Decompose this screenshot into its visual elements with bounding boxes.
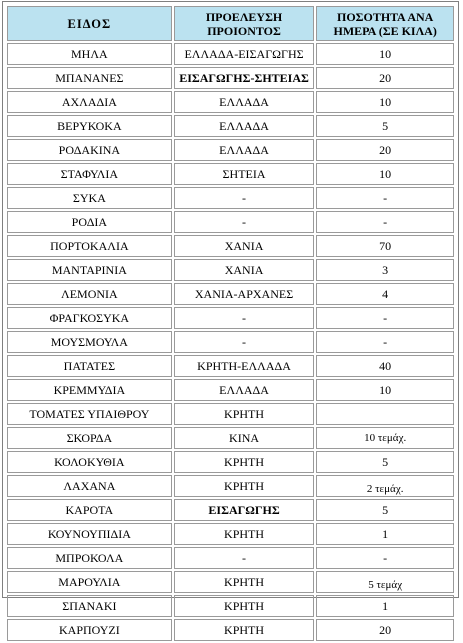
cell-quantity: 20 xyxy=(316,619,454,641)
cell-quantity: - xyxy=(316,331,454,353)
cell-name: ΚΡΕΜΜΥΔΙΑ xyxy=(7,379,172,401)
header-name: ΕΙΔΟΣ xyxy=(7,6,172,41)
cell-name: ΚΑΡΟΤΑ xyxy=(7,499,172,521)
cell-name: ΜΑΡΟΥΛΙΑ xyxy=(7,571,172,593)
cell-name: ΒΕΡΥΚΟΚΑ xyxy=(7,115,172,137)
cell-quantity: - xyxy=(316,307,454,329)
cell-name: ΠΟΡΤΟΚΑΛΙΑ xyxy=(7,235,172,257)
cell-quantity: 4 xyxy=(316,283,454,305)
table-row xyxy=(7,571,454,593)
cell-quantity: 40 xyxy=(316,355,454,377)
cell-origin: - xyxy=(174,331,315,353)
table-row xyxy=(7,475,454,497)
cell-name: ΚΑΡΠΟΥΖΙ xyxy=(7,619,172,641)
table-row xyxy=(7,235,454,257)
cell-origin: ΣΗΤΕΙΑ xyxy=(174,163,315,185)
table-row xyxy=(7,355,454,377)
cell-quantity: 10 xyxy=(316,379,454,401)
table-row xyxy=(7,139,454,161)
table-row xyxy=(7,187,454,209)
table-row xyxy=(7,211,454,233)
cell-origin: ΧΑΝΙΑ xyxy=(174,235,315,257)
cell-quantity: 5 τεμάχ xyxy=(316,571,454,593)
cell-quantity: 5 xyxy=(316,499,454,521)
table-row xyxy=(7,523,454,545)
cell-name: ΜΠΑΝΑΝΕΣ xyxy=(7,67,172,89)
cell-quantity xyxy=(316,403,454,425)
table-row xyxy=(7,163,454,185)
header-row xyxy=(7,6,454,41)
cell-origin: ΧΑΝΙΑ xyxy=(174,259,315,281)
cell-name: ΤΟΜΑΤΕΣ ΥΠΑΙΘΡΟΥ xyxy=(7,403,172,425)
produce-table xyxy=(5,4,456,643)
cell-origin: ΚΙΝΑ xyxy=(174,427,315,449)
cell-name: ΠΑΤΑΤΕΣ xyxy=(7,355,172,377)
cell-origin: ΧΑΝΙΑ-ΑΡΧΑΝΕΣ xyxy=(174,283,315,305)
cell-name: ΜΠΡΟΚΟΛΑ xyxy=(7,547,172,569)
table-row xyxy=(7,427,454,449)
cell-name: ΣΚΟΡΔΑ xyxy=(7,427,172,449)
cell-quantity: 5 xyxy=(316,451,454,473)
cell-name: ΣΥΚΑ xyxy=(7,187,172,209)
table-row xyxy=(7,67,454,89)
cell-origin: ΕΛΛΑΔΑ xyxy=(174,115,315,137)
cell-quantity: 5 xyxy=(316,115,454,137)
cell-origin: ΚΡΗΤΗ xyxy=(174,475,315,497)
cell-quantity: 10 τεμάχ. xyxy=(316,427,454,449)
cell-quantity: 70 xyxy=(316,235,454,257)
cell-origin: ΚΡΗΤΗ xyxy=(174,451,315,473)
cell-origin: - xyxy=(174,547,315,569)
cell-name: ΡΟΔΙΑ xyxy=(7,211,172,233)
cell-origin: ΕΙΣΑΓΩΓΗΣ xyxy=(174,499,315,521)
cell-quantity: - xyxy=(316,547,454,569)
cell-name: ΜΑΝΤΑΡΙΝΙΑ xyxy=(7,259,172,281)
cell-origin: ΚΡΗΤΗ-ΕΛΛΑΔΑ xyxy=(174,355,315,377)
cell-name: ΚΟΛΟΚΥΘΙΑ xyxy=(7,451,172,473)
cell-name: ΛΑΧΑΝΑ xyxy=(7,475,172,497)
cell-name: ΣΠΑΝΑΚΙ xyxy=(7,595,172,617)
cell-origin: ΚΡΗΤΗ xyxy=(174,523,315,545)
cell-quantity: 10 xyxy=(316,91,454,113)
cell-quantity: 20 xyxy=(316,67,454,89)
table-row xyxy=(7,307,454,329)
table-row xyxy=(7,451,454,473)
table-row xyxy=(7,283,454,305)
cell-origin: ΚΡΗΤΗ xyxy=(174,595,315,617)
table-row xyxy=(7,619,454,641)
table-row xyxy=(7,547,454,569)
cell-quantity: 10 xyxy=(316,163,454,185)
cell-name: ΑΧΛΑΔΙΑ xyxy=(7,91,172,113)
header-quantity: ΠΟΣΟΤΗΤΑ ΑΝΑ ΗΜΕΡΑ (ΣΕ ΚΙΛΑ) xyxy=(316,6,454,41)
table-row xyxy=(7,331,454,353)
cell-origin: ΕΛΛΑΔΑ xyxy=(174,379,315,401)
cell-quantity: 10 xyxy=(316,43,454,65)
cell-name: ΚΟΥΝΟΥΠΙΔΙΑ xyxy=(7,523,172,545)
cell-origin: - xyxy=(174,211,315,233)
header-origin: ΠΡΟΕΛΕΥΣΗ ΠΡΟΙΟΝΤΟΣ xyxy=(174,6,315,41)
cell-origin: ΕΙΣΑΓΩΓΗΣ-ΣΗΤΕΙΑΣ xyxy=(174,67,315,89)
cell-quantity: - xyxy=(316,211,454,233)
cell-origin: ΕΛΛΑΔΑ xyxy=(174,139,315,161)
cell-origin: ΕΛΛΑΔΑ xyxy=(174,91,315,113)
table-row xyxy=(7,115,454,137)
cell-origin: ΚΡΗΤΗ xyxy=(174,571,315,593)
produce-sheet xyxy=(2,1,459,637)
cell-origin: ΚΡΗΤΗ xyxy=(174,619,315,641)
table-row xyxy=(7,43,454,65)
cell-name: ΜΟΥΣΜΟΥΛΑ xyxy=(7,331,172,353)
cell-quantity: - xyxy=(316,187,454,209)
cell-quantity: 2 τεμάχ. xyxy=(316,475,454,497)
table-row xyxy=(7,259,454,281)
cell-origin: ΚΡΗΤΗ xyxy=(174,403,315,425)
cell-origin: ΕΛΛΑΔΑ-ΕΙΣΑΓΩΓΗΣ xyxy=(174,43,315,65)
table-row xyxy=(7,499,454,521)
cell-quantity: 20 xyxy=(316,139,454,161)
table-row xyxy=(7,379,454,401)
table-row xyxy=(7,595,454,617)
cell-name: ΣΤΑΦΥΛΙΑ xyxy=(7,163,172,185)
cell-name: ΡΟΔΑΚΙΝΑ xyxy=(7,139,172,161)
cell-name: ΛΕΜΟΝΙΑ xyxy=(7,283,172,305)
cell-name: ΦΡΑΓΚΟΣΥΚΑ xyxy=(7,307,172,329)
cell-quantity: 1 xyxy=(316,523,454,545)
cell-quantity: 3 xyxy=(316,259,454,281)
cell-origin: - xyxy=(174,187,315,209)
table-row xyxy=(7,91,454,113)
cell-name: ΜΗΛΑ xyxy=(7,43,172,65)
table-row xyxy=(7,403,454,425)
cell-origin: - xyxy=(174,307,315,329)
cell-quantity: 1 xyxy=(316,595,454,617)
